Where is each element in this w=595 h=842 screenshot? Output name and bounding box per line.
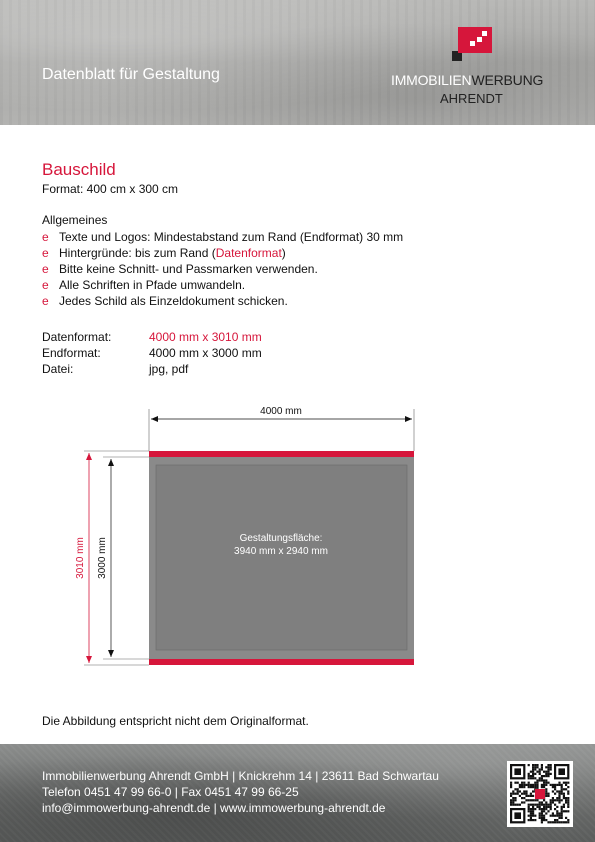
qr-code-icon — [507, 761, 573, 827]
format-line: Format: 400 cm x 300 cm — [42, 182, 179, 196]
sign-title: Bauschild — [42, 160, 116, 179]
general-rules-list — [42, 229, 403, 309]
logo-wordmark: IMMOBILIENWERBUNG — [391, 72, 544, 88]
width-label: 4000 mm — [260, 406, 302, 417]
list-item: e Hintergründe: bis zum Rand (Datenformat) — [42, 246, 286, 260]
footer-contact: info@immowerbung-ahrendt.de | www.immowerbung-ahrendt.de — [42, 801, 386, 815]
bleed-top — [149, 451, 414, 457]
bleed-bottom — [149, 659, 414, 665]
header-banner — [0, 0, 595, 125]
sign-dimension-drawing — [0, 395, 595, 675]
inner-height-label: 3000 mm — [97, 537, 108, 579]
page-title: Datenblatt für Gestaltung — [42, 66, 220, 83]
design-area — [156, 465, 407, 650]
design-area-size: 3940 mm x 2940 mm — [234, 546, 328, 557]
list-item: e Texte und Logos: Mindestabstand zum Rand (Endformat) 30 mm — [42, 230, 404, 244]
section-heading: Allgemeines — [42, 213, 108, 227]
footer-address: Immobilienwerbung Ahrendt GmbH | Knickrehm 14 | 23611 Bad Schwartau — [42, 769, 439, 783]
logo-wordmark-line2: AHRENDT — [440, 91, 503, 106]
outer-height-label: 3010 mm — [75, 537, 86, 579]
scale-note: Die Abbildung entspricht nicht dem Originalformat. — [42, 714, 309, 728]
squares-logo-icon — [452, 27, 494, 61]
list-item: e Bitte keine Schnitt- und Passmarken verwenden. — [42, 262, 318, 276]
footer-phone: Telefon 0451 47 99 66-0 | Fax 0451 47 99 66-25 — [42, 785, 299, 799]
list-item: e Alle Schriften in Pfade umwandeln. — [42, 278, 246, 292]
footer-banner — [0, 744, 595, 842]
design-area-label: Gestaltungsfläche: — [239, 533, 323, 544]
list-item: e Jedes Schild als Einzeldokument schicken. — [42, 294, 288, 308]
